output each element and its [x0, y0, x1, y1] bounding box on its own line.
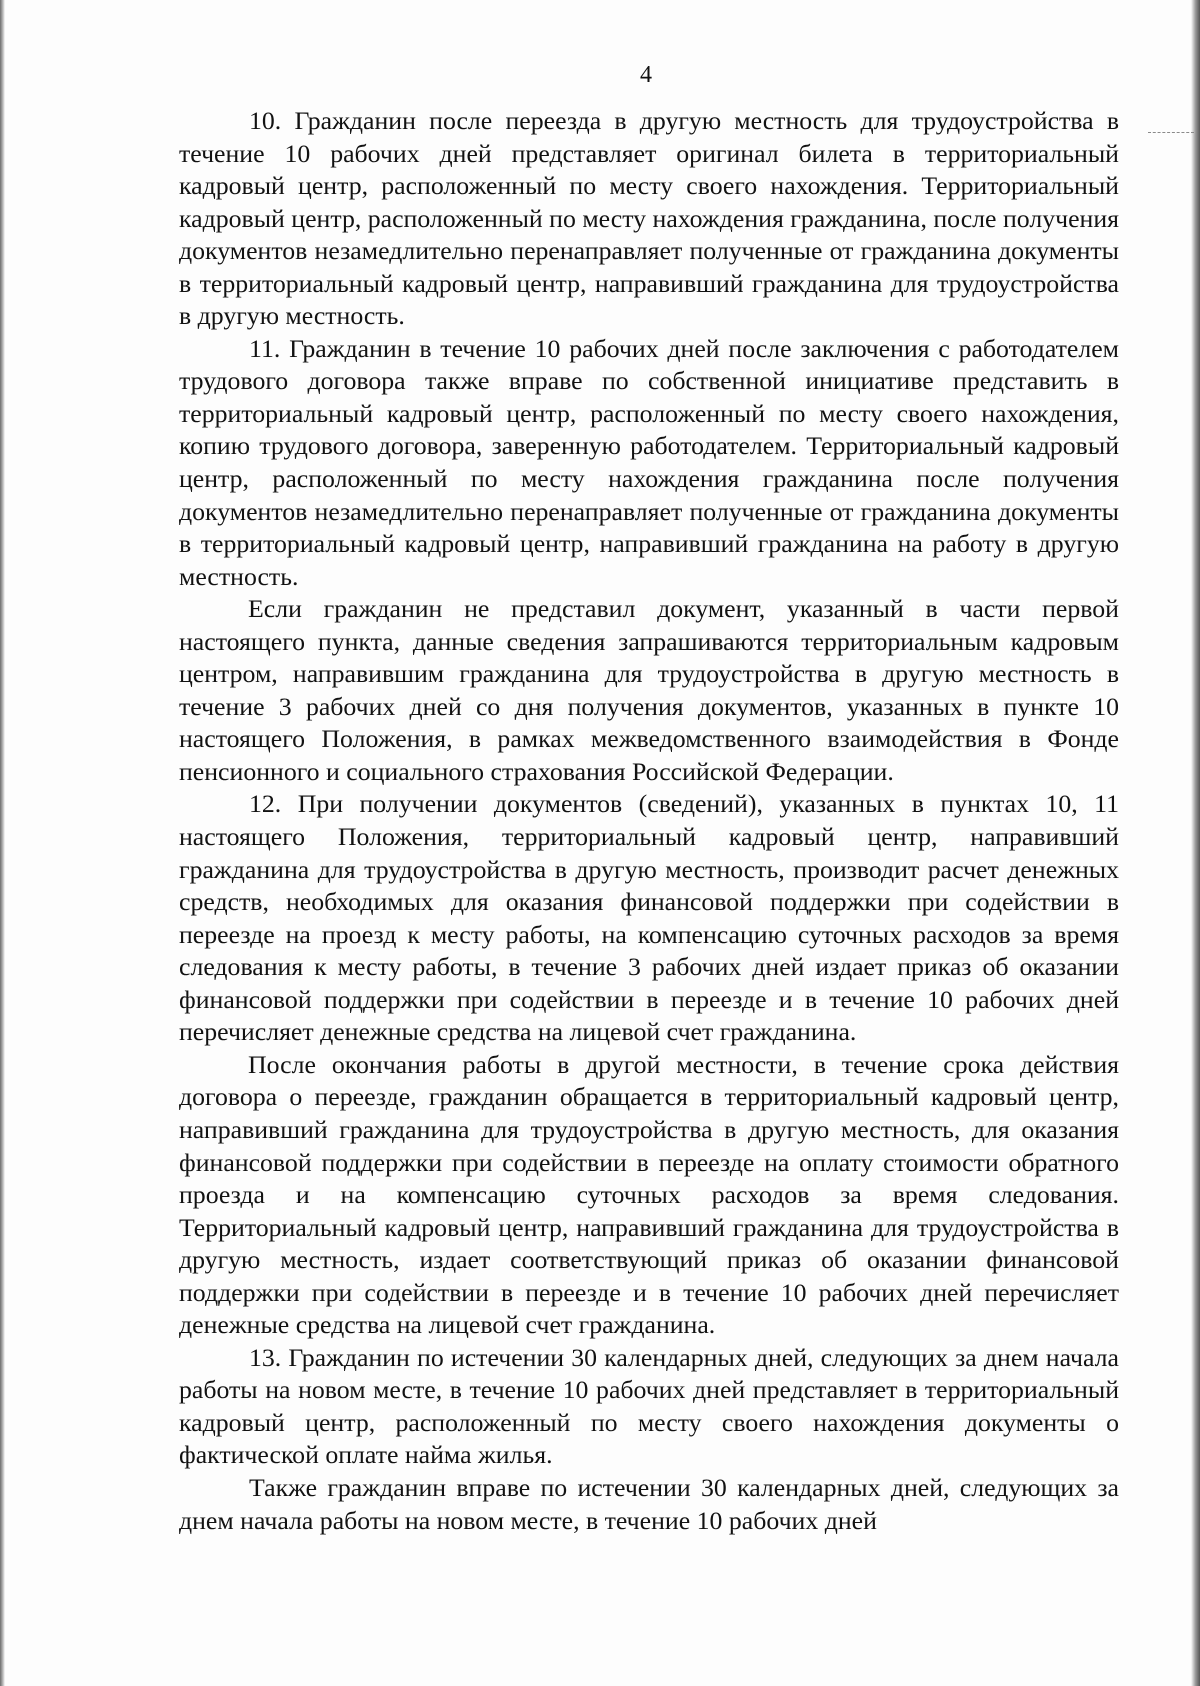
paragraph-12-part-2: После окончания работы в другой местности, в течение срока действия договора о переезде, гражданин обращается в территориальный кадровый центр, направивший гражданина для трудоустройства в другую местность, для оказания финансовой поддержки при содействии в переезде на оплату стоимости обратного проезда и на компенсацию суточных расходов за время следования. Территориальный кадровый центр, направивший гражданина для трудоустройства в другую местность, издает соответствующий приказ об оказании финансовой поддержки при содействии в переезде и в течение 10 рабочих дней перечисляет денежные средства на лицевой счет гражданина.	[179, 1049, 1119, 1340]
paragraph-11-part-2: Если гражданин не представил документ, указанный в части первой настоящего пункта, данные сведения запрашиваются территориальным кадровым центром, направившим гражданина для трудоустройства в другую местность в течение 3 рабочих дней со дня получения документов, указанных в пункте 10 настоящего Положения, в рамках межведомственного взаимодействия в Фонде пенсионного и социального страхования Российской Федерации.	[179, 594, 1119, 786]
scan-edge-right	[1191, 0, 1200, 1686]
scan-mark	[1148, 132, 1194, 134]
paragraph-13: 13. Гражданин по истечении 30 календарных дней, следующих за днем начала работы на новом месте, в течение 10 рабочих дней представляет в территориальный кадровый центр, расположенный по месту своего нахождения документы о фактической оплате найма жилья.	[179, 1342, 1119, 1470]
document-body	[179, 105, 1119, 1537]
paragraph-10: 10. Гражданин после переезда в другую местность для трудоустройства в течение 10 рабочих дней представляет оригинал билета в территориальный кадровый центр, расположенный по месту своего нахождения. Территориальный кадровый центр, расположенный по месту нахождения гражданина, после получения документов незамедлительно перенаправляет полученные от гражданина документы в территориальный кадровый центр, направивший гражданина для трудоустройства в другую местность.	[179, 106, 1119, 331]
scan-edge-left	[0, 0, 5, 1686]
page-number: 4	[640, 62, 652, 88]
paragraph-12: 12. При получении документов (сведений), указанных в пунктах 10, 11 настоящего Положения, территориальный кадровый центр, направивший гражданина для трудоустройства в другую местность, производит расчет денежных средств, необходимых для оказания финансовой поддержки при содействии в переезде на проезд к месту работы, на компенсацию суточных расходов за время следования к месту работы, в течение 3 рабочих дней издает приказ об оказании финансовой поддержки при содействии в переезде и в течение 10 рабочих дней перечисляет денежные средства на лицевой счет гражданина.	[179, 789, 1119, 1047]
paragraph-13-part-2: Также гражданин вправе по истечении 30 календарных дней, следующих за днем начала работы на новом месте, в течение 10 рабочих дней	[179, 1472, 1119, 1535]
paragraph-11: 11. Гражданин в течение 10 рабочих дней после заключения с работодателем трудового договора также вправе по собственной инициативе представить в территориальный кадровый центр, расположенный по месту своего нахождения, копию трудового договора, заверенную работодателем. Территориальный кадровый центр, расположенный по месту нахождения гражданина после получения документов незамедлительно перенаправляет полученные от гражданина документы в территориальный кадровый центр, направивший гражданина на работу в другую местность.	[179, 333, 1119, 591]
